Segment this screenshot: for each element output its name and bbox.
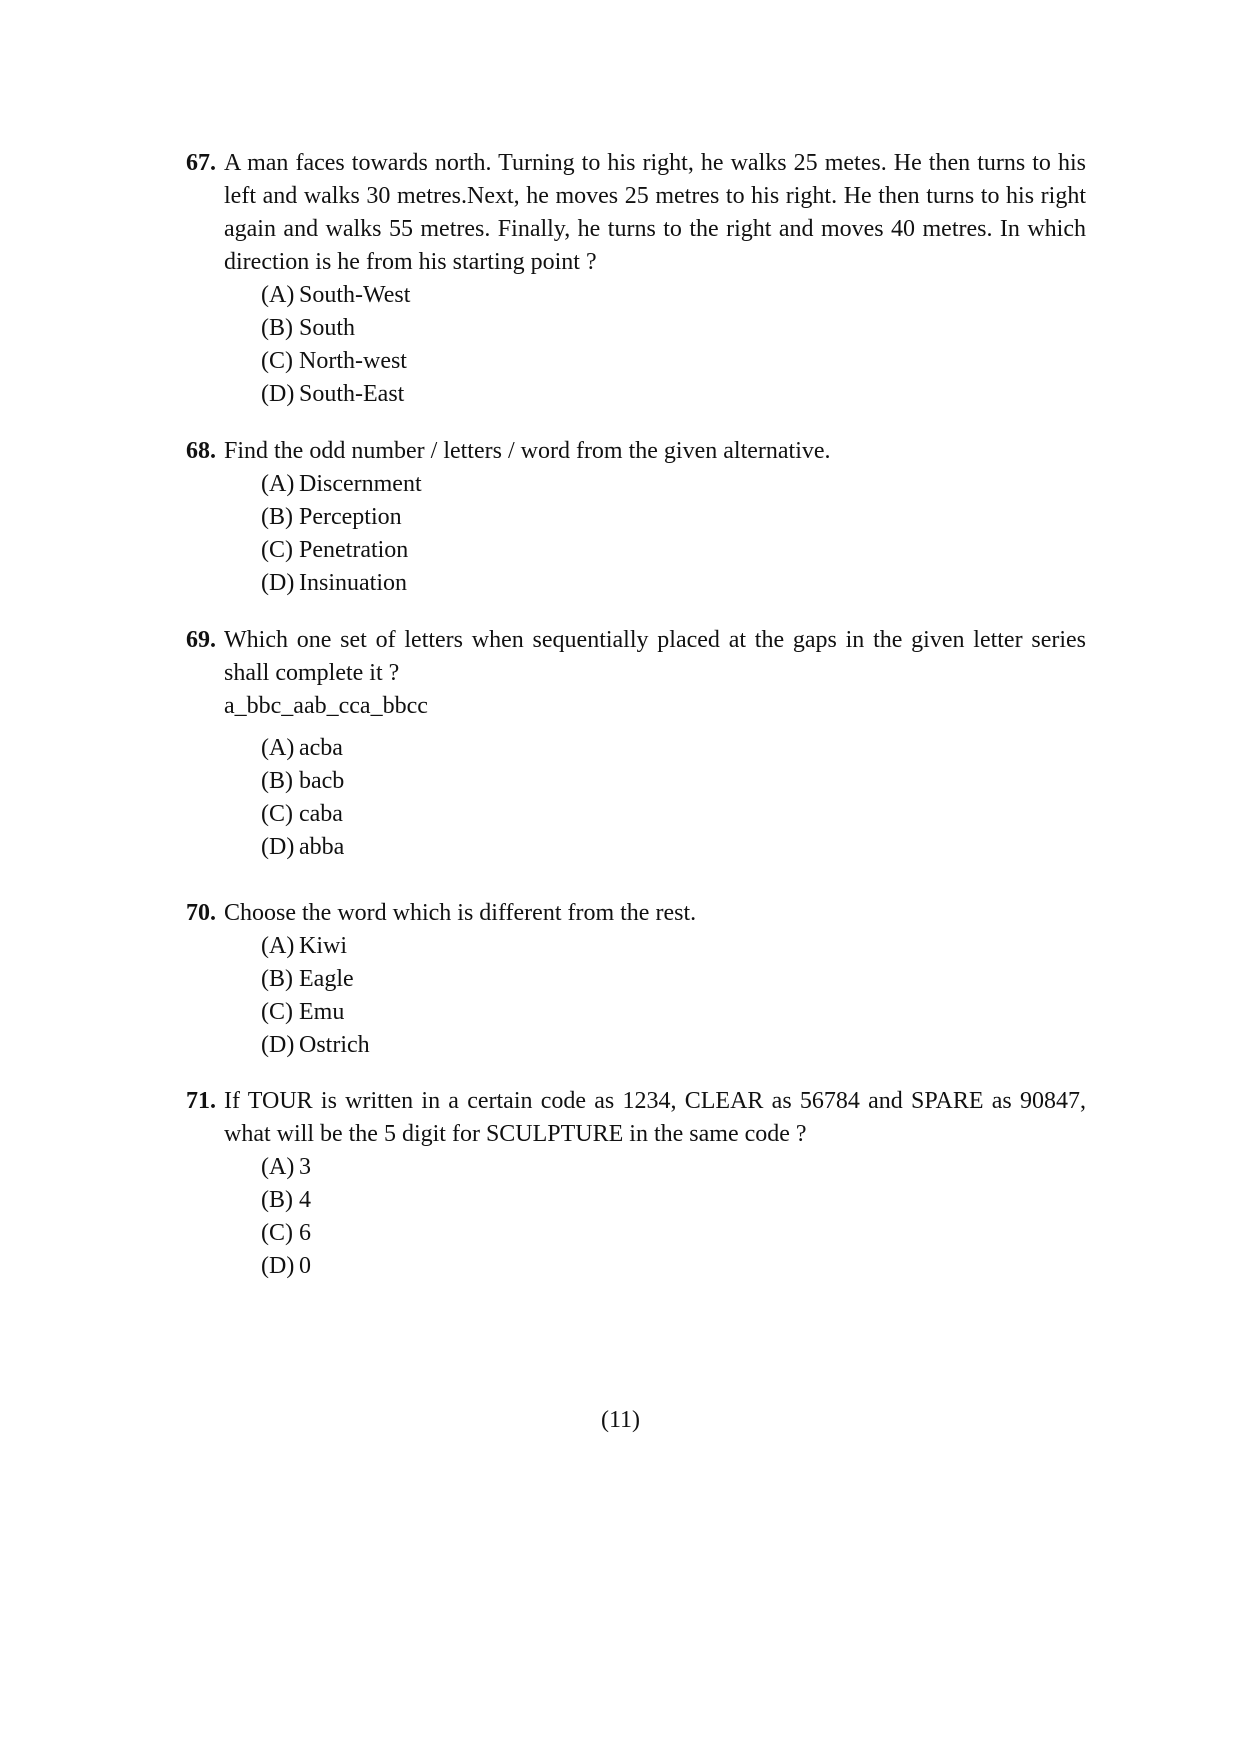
question-text: A man faces towards north. Turning to his right, he walks 25 metes. He then turns to his left and walks 30 metres.Next, he moves 25 metres to his right. He then turns to his right again and walks 55 metres. Finally, he turns to the right and moves 40 metres. In which direction is he from his starting point ? [224, 150, 1086, 275]
question-70 [186, 897, 1086, 1062]
option-b: (B) Perception [261, 504, 402, 530]
option-d: (D) abba [261, 834, 345, 860]
option-a: (A) 3 [261, 1154, 311, 1180]
question-number: 67. [186, 150, 216, 176]
question-text: If TOUR is written in a certain code as 1234, CLEAR as 56784 and SPARE as 90847, what will be the 5 digit for SCULPTURE in the same code ? [224, 1088, 1086, 1147]
option-c: (C) Penetration [261, 537, 409, 563]
option-c: (C) caba [261, 801, 343, 827]
option-d: (D) 0 [261, 1253, 311, 1279]
question-text: Which one set of letters when sequentially placed at the gaps in the given letter series shall complete it ? [224, 627, 1086, 686]
question-text: Choose the word which is different from the rest. [224, 900, 697, 926]
option-list [261, 930, 1086, 1062]
question-number: 71. [186, 1088, 216, 1114]
option-d: (D) Ostrich [261, 1032, 370, 1058]
option-a: (A) acba [261, 735, 343, 761]
option-list [261, 279, 1086, 411]
question-71 [186, 1085, 1086, 1283]
question-68 [186, 435, 1086, 600]
question-number: 70. [186, 900, 216, 926]
option-b: (B) South [261, 315, 356, 341]
option-c: (C) Emu [261, 999, 345, 1025]
option-c: (C) North-west [261, 348, 407, 374]
option-list [261, 1151, 1086, 1283]
option-list [261, 468, 1086, 600]
option-b: (B) Eagle [261, 966, 354, 992]
question-number: 69. [186, 627, 216, 653]
option-list [261, 732, 1086, 864]
page-number: (11) [600, 1407, 641, 1433]
option-a: (A) Discernment [261, 471, 422, 497]
option-d: (D) Insinuation [261, 570, 407, 596]
question-text: Find the odd number / letters / word from the given alternative. [224, 438, 831, 464]
option-a: (A) South-West [261, 282, 411, 308]
question-67 [186, 147, 1086, 411]
letter-series: a_bbc_aab_cca_bbcc [224, 693, 428, 719]
option-a: (A) Kiwi [261, 933, 347, 959]
option-b: (B) bacb [261, 768, 345, 794]
question-number: 68. [186, 438, 216, 464]
option-b: (B) 4 [261, 1187, 311, 1213]
question-69 [186, 624, 1086, 864]
option-c: (C) 6 [261, 1220, 311, 1246]
option-d: (D) South-East [261, 381, 405, 407]
